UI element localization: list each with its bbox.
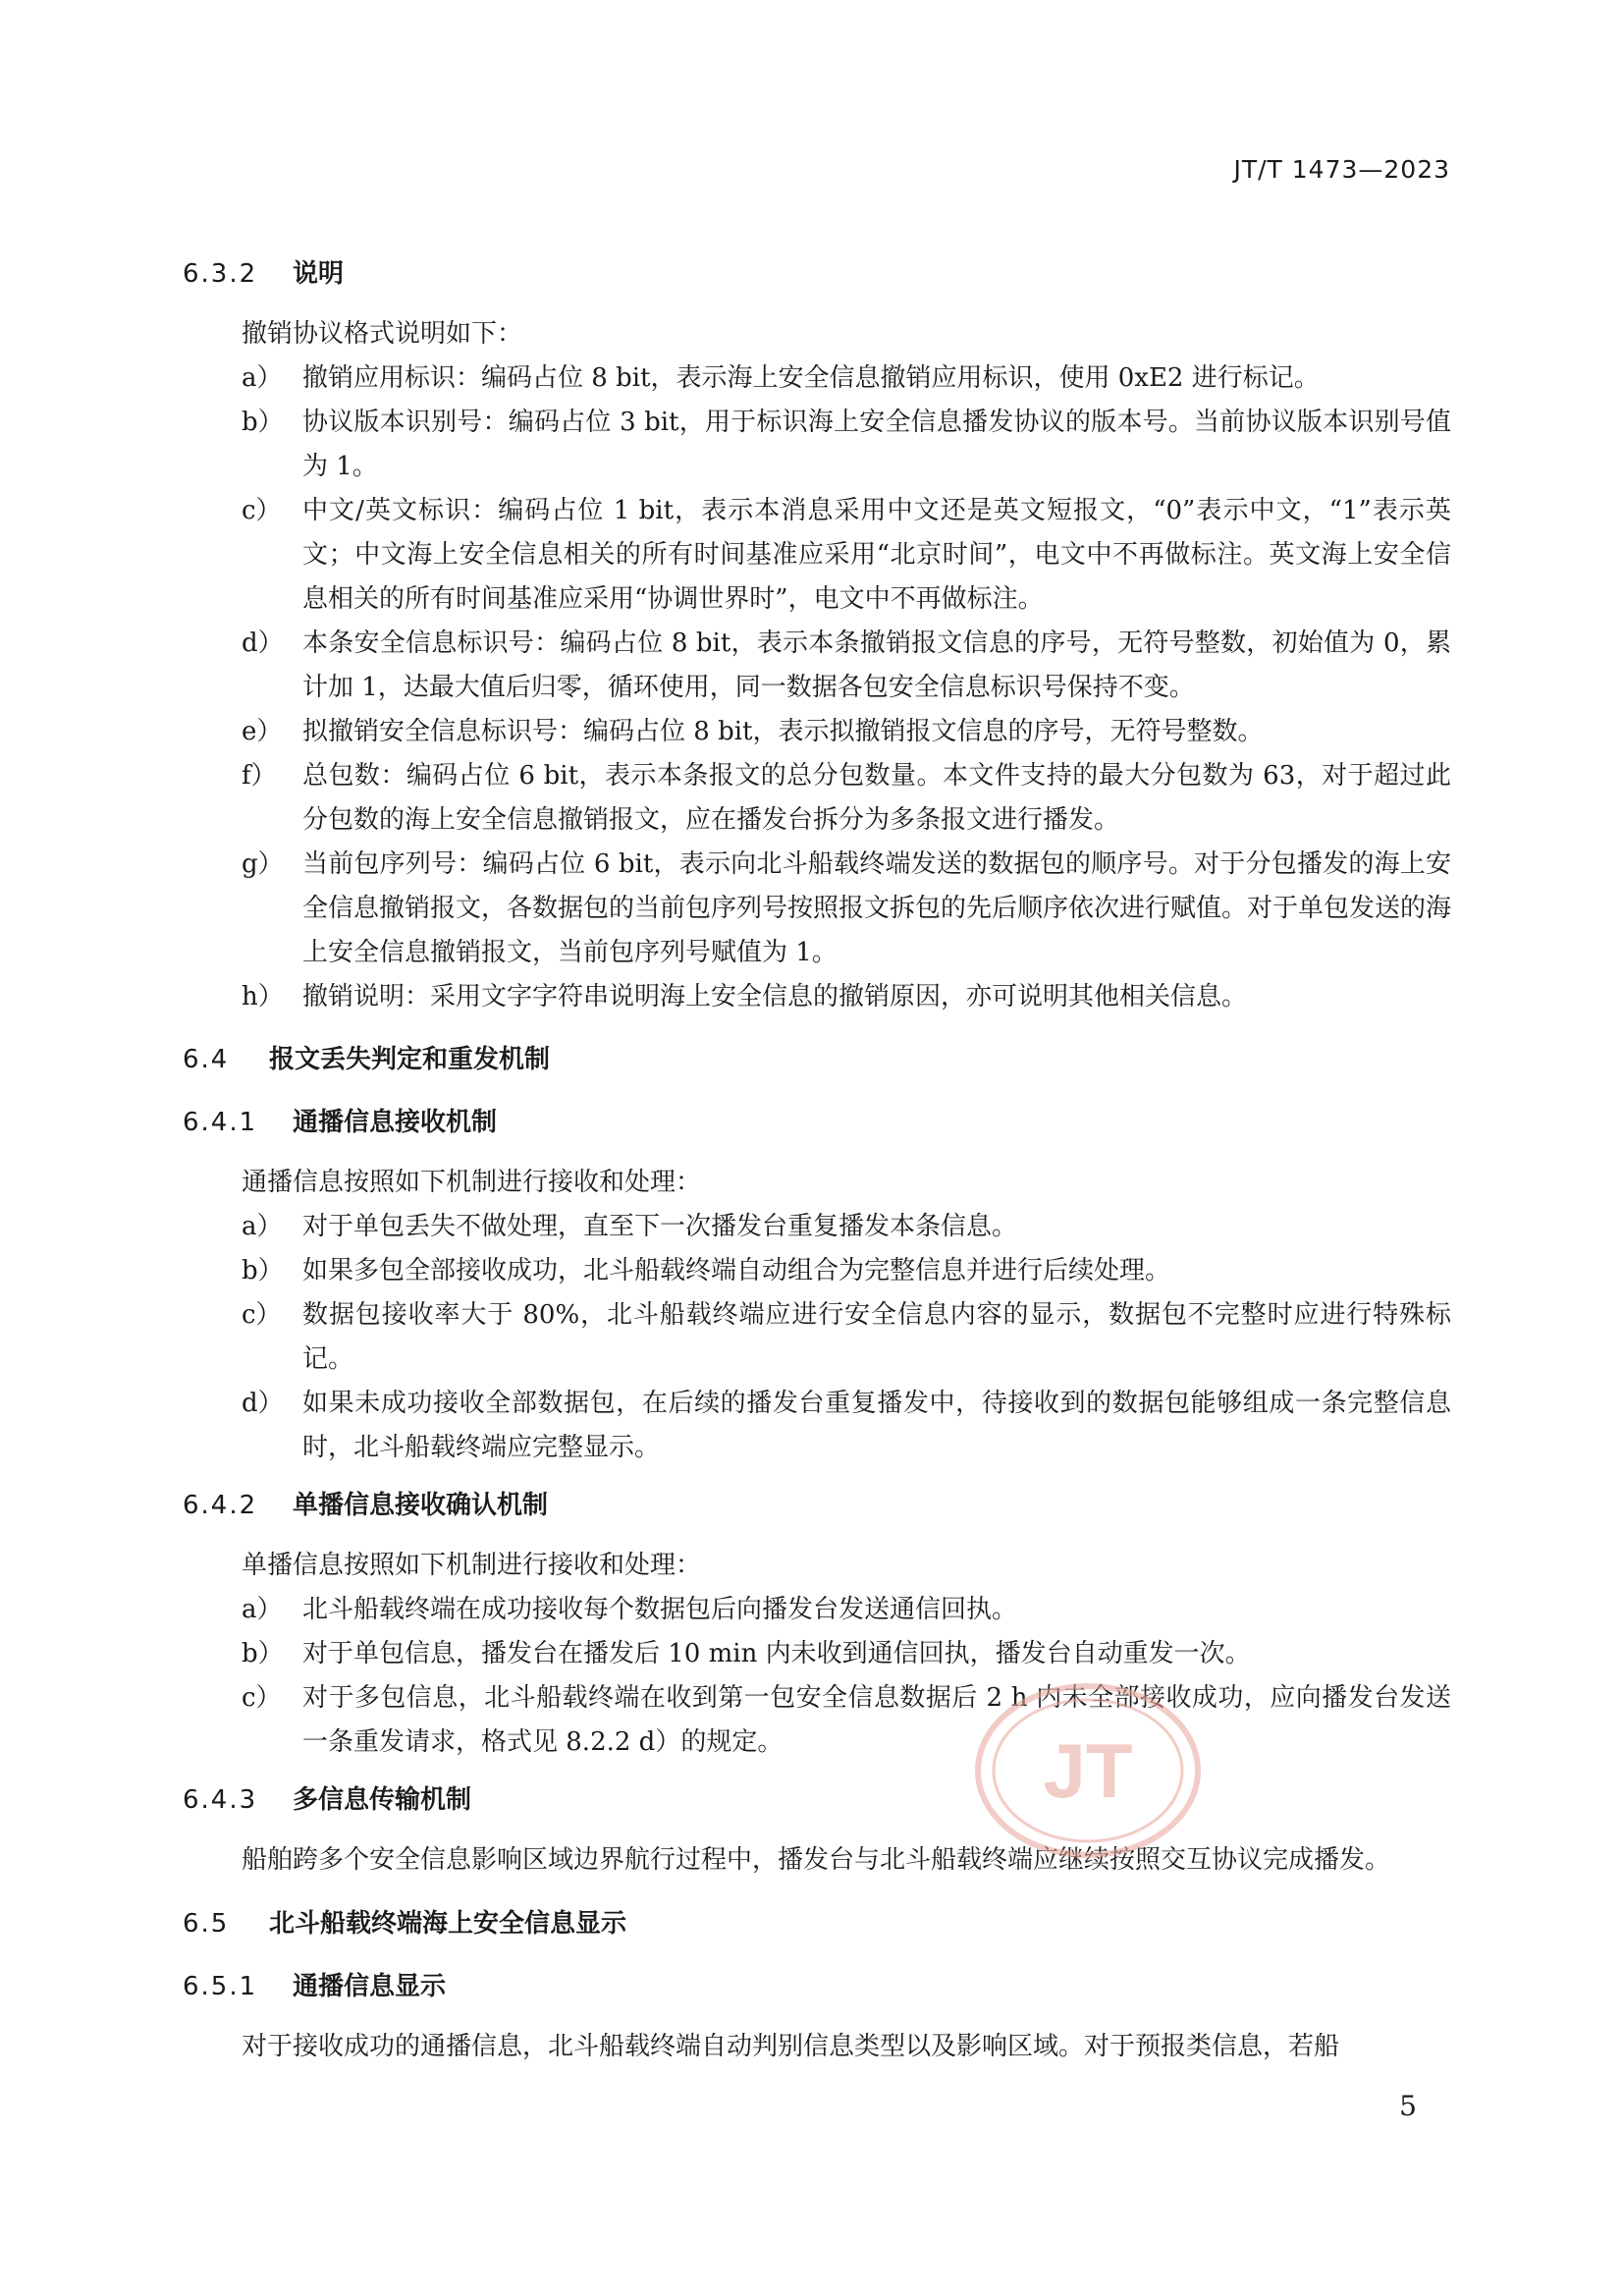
section-heading-6-4-3	[183, 1779, 471, 1816]
paragraph: 船舶跨多个安全信息影响区域边界航行过程中，播发台与北斗船载终端应继续按照交互协议完成播发。	[242, 1845, 1391, 1875]
paragraph: 对于接收成功的通播信息，北斗船载终端自动判别信息类型以及影响区域。对于预报类信息，若船	[242, 2032, 1340, 2061]
list-item	[242, 975, 1451, 1019]
section-title: 通播信息显示	[293, 1972, 447, 2001]
list-text: 撤销应用标识：编码占位 8 bit，表示海上安全信息撤销应用标识，使用 0xE2 进行标记。	[302, 363, 1320, 393]
section-title: 通播信息接收机制	[293, 1108, 498, 1137]
list-text: 拟撤销安全信息标识号：编码占位 8 bit，表示拟撤销报文信息的序号，无符号整数。	[302, 717, 1264, 746]
section-heading-6-4-1	[183, 1102, 497, 1138]
list-text: 当前包序列号：编码占位 6 bit，表示向北斗船载终端发送的数据包的顺序号。对于分包播发的海上安全信息撤销报文，各数据包的当前包序列号按照报文拆包的先后顺序依次进行赋值。对于单包发送的海上安全信息撤销报文，当前包序列号赋值为 1。	[302, 849, 1452, 967]
list-item	[242, 843, 1451, 975]
list-label: b）	[242, 1639, 284, 1668]
list-item	[242, 1676, 1451, 1765]
section-title: 单播信息接收确认机制	[293, 1491, 549, 1520]
list-text: 本条安全信息标识号：编码占位 8 bit，表示本条撤销报文信息的序号，无符号整数，初始值为 0，累计加 1，达最大值后归零，循环使用，同一数据各包安全信息标识号保持不变。	[302, 629, 1451, 702]
page-number: 5	[1399, 2090, 1417, 2122]
section-heading-6-5	[183, 1903, 626, 1940]
section-heading-6-5-1	[183, 1966, 446, 2002]
list-text: 对于单包信息，播发台在播发后 10 min 内未收到通信回执，播发台自动重发一次。	[302, 1639, 1251, 1668]
section-number: 6.5	[183, 1909, 230, 1939]
stamp-text: JT	[1043, 1727, 1133, 1814]
list-label: f）	[242, 761, 277, 791]
list-item	[242, 1632, 1451, 1676]
list-label: e）	[242, 717, 283, 746]
section-title: 报文丢失判定和重发机制	[269, 1045, 551, 1074]
section-title: 说明	[293, 259, 345, 289]
list-label: h）	[242, 982, 284, 1011]
section-title: 北斗船载终端海上安全信息显示	[269, 1909, 627, 1939]
paragraph: 通播信息按照如下机制进行接收和处理：	[242, 1168, 702, 1197]
list-item	[242, 1249, 1451, 1293]
list-item	[242, 622, 1451, 710]
list-label: d）	[242, 629, 284, 658]
list-item	[242, 401, 1451, 489]
list-label: a）	[242, 363, 283, 393]
list-item	[242, 1293, 1451, 1382]
list-text: 撤销说明：采用文字字符串说明海上安全信息的撤销原因，亦可说明其他相关信息。	[302, 982, 1248, 1011]
section-heading-6-3-2	[183, 253, 344, 290]
list-text: 中文/英文标识：编码占位 1 bit，表示本消息采用中文还是英文短报文，“0”表示中文，“1”表示英文；中文海上安全信息相关的所有时间基准应采用“北京时间”，电文中不再做标注。英文海上安全信息相关的所有时间基准应采用“协调世界时”，电文中不再做标注。	[302, 496, 1451, 614]
list-text: 如果未成功接收全部数据包，在后续的播发台重复播发中，待接收到的数据包能够组成一条完整信息时，北斗船载终端应完整显示。	[302, 1389, 1451, 1462]
list-label: b）	[242, 408, 284, 437]
list-label: a）	[242, 1595, 283, 1624]
list-label: c）	[242, 1683, 282, 1713]
list-text: 数据包接收率大于 80%，北斗船载终端应进行安全信息内容的显示，数据包不完整时应进行特殊标记。	[302, 1300, 1451, 1374]
list-text: 北斗船载终端在成功接收每个数据包后向播发台发送通信回执。	[302, 1595, 1018, 1624]
jt-stamp-watermark	[972, 1679, 1204, 1862]
list-item	[242, 1205, 1451, 1249]
section-heading-6-4	[183, 1039, 550, 1075]
paragraph: 单播信息按照如下机制进行接收和处理：	[242, 1551, 702, 1580]
list-item	[242, 754, 1451, 843]
list-item	[242, 710, 1451, 754]
list-text: 总包数：编码占位 6 bit，表示本条报文的总分包数量。本文件支持的最大分包数为 63，对于超过此分包数的海上安全信息撤销报文，应在播发台拆分为多条报文进行播发。	[302, 761, 1451, 835]
list-text: 协议版本识别号：编码占位 3 bit，用于标识海上安全信息播发协议的版本号。当前协议版本识别号值为 1。	[302, 408, 1451, 481]
section-number: 6.3.2	[183, 259, 258, 289]
list-text: 对于单包丢失不做处理，直至下一次播发台重复播发本条信息。	[302, 1212, 1018, 1241]
section-number: 6.4.2	[183, 1491, 258, 1520]
list-text: 对于多包信息，北斗船载终端在收到第一包安全信息数据后 2 h 内未全部接收成功，应向播发台发送一条重发请求，格式见 8.2.2 d）的规定。	[302, 1683, 1451, 1757]
section-number: 6.5.1	[183, 1972, 258, 2001]
section-heading-6-4-2	[183, 1485, 548, 1521]
list-item	[242, 356, 1451, 401]
document-code: JT/T 1473—2023	[1233, 155, 1450, 184]
paragraph: 撤销协议格式说明如下：	[242, 319, 523, 349]
list-label: c）	[242, 1300, 282, 1330]
list-label: c）	[242, 496, 282, 525]
list-item	[242, 1382, 1451, 1470]
section-number: 6.4	[183, 1045, 230, 1074]
section-number: 6.4.3	[183, 1785, 258, 1815]
section-number: 6.4.1	[183, 1108, 258, 1137]
list-label: d）	[242, 1389, 284, 1418]
list-item	[242, 489, 1451, 622]
list-text: 如果多包全部接收成功，北斗船载终端自动组合为完整信息并进行后续处理。	[302, 1256, 1171, 1285]
list-label: b）	[242, 1256, 284, 1285]
list-item	[242, 1588, 1451, 1632]
list-label: a）	[242, 1212, 283, 1241]
section-title: 多信息传输机制	[293, 1785, 472, 1815]
list-label: g）	[242, 849, 284, 879]
